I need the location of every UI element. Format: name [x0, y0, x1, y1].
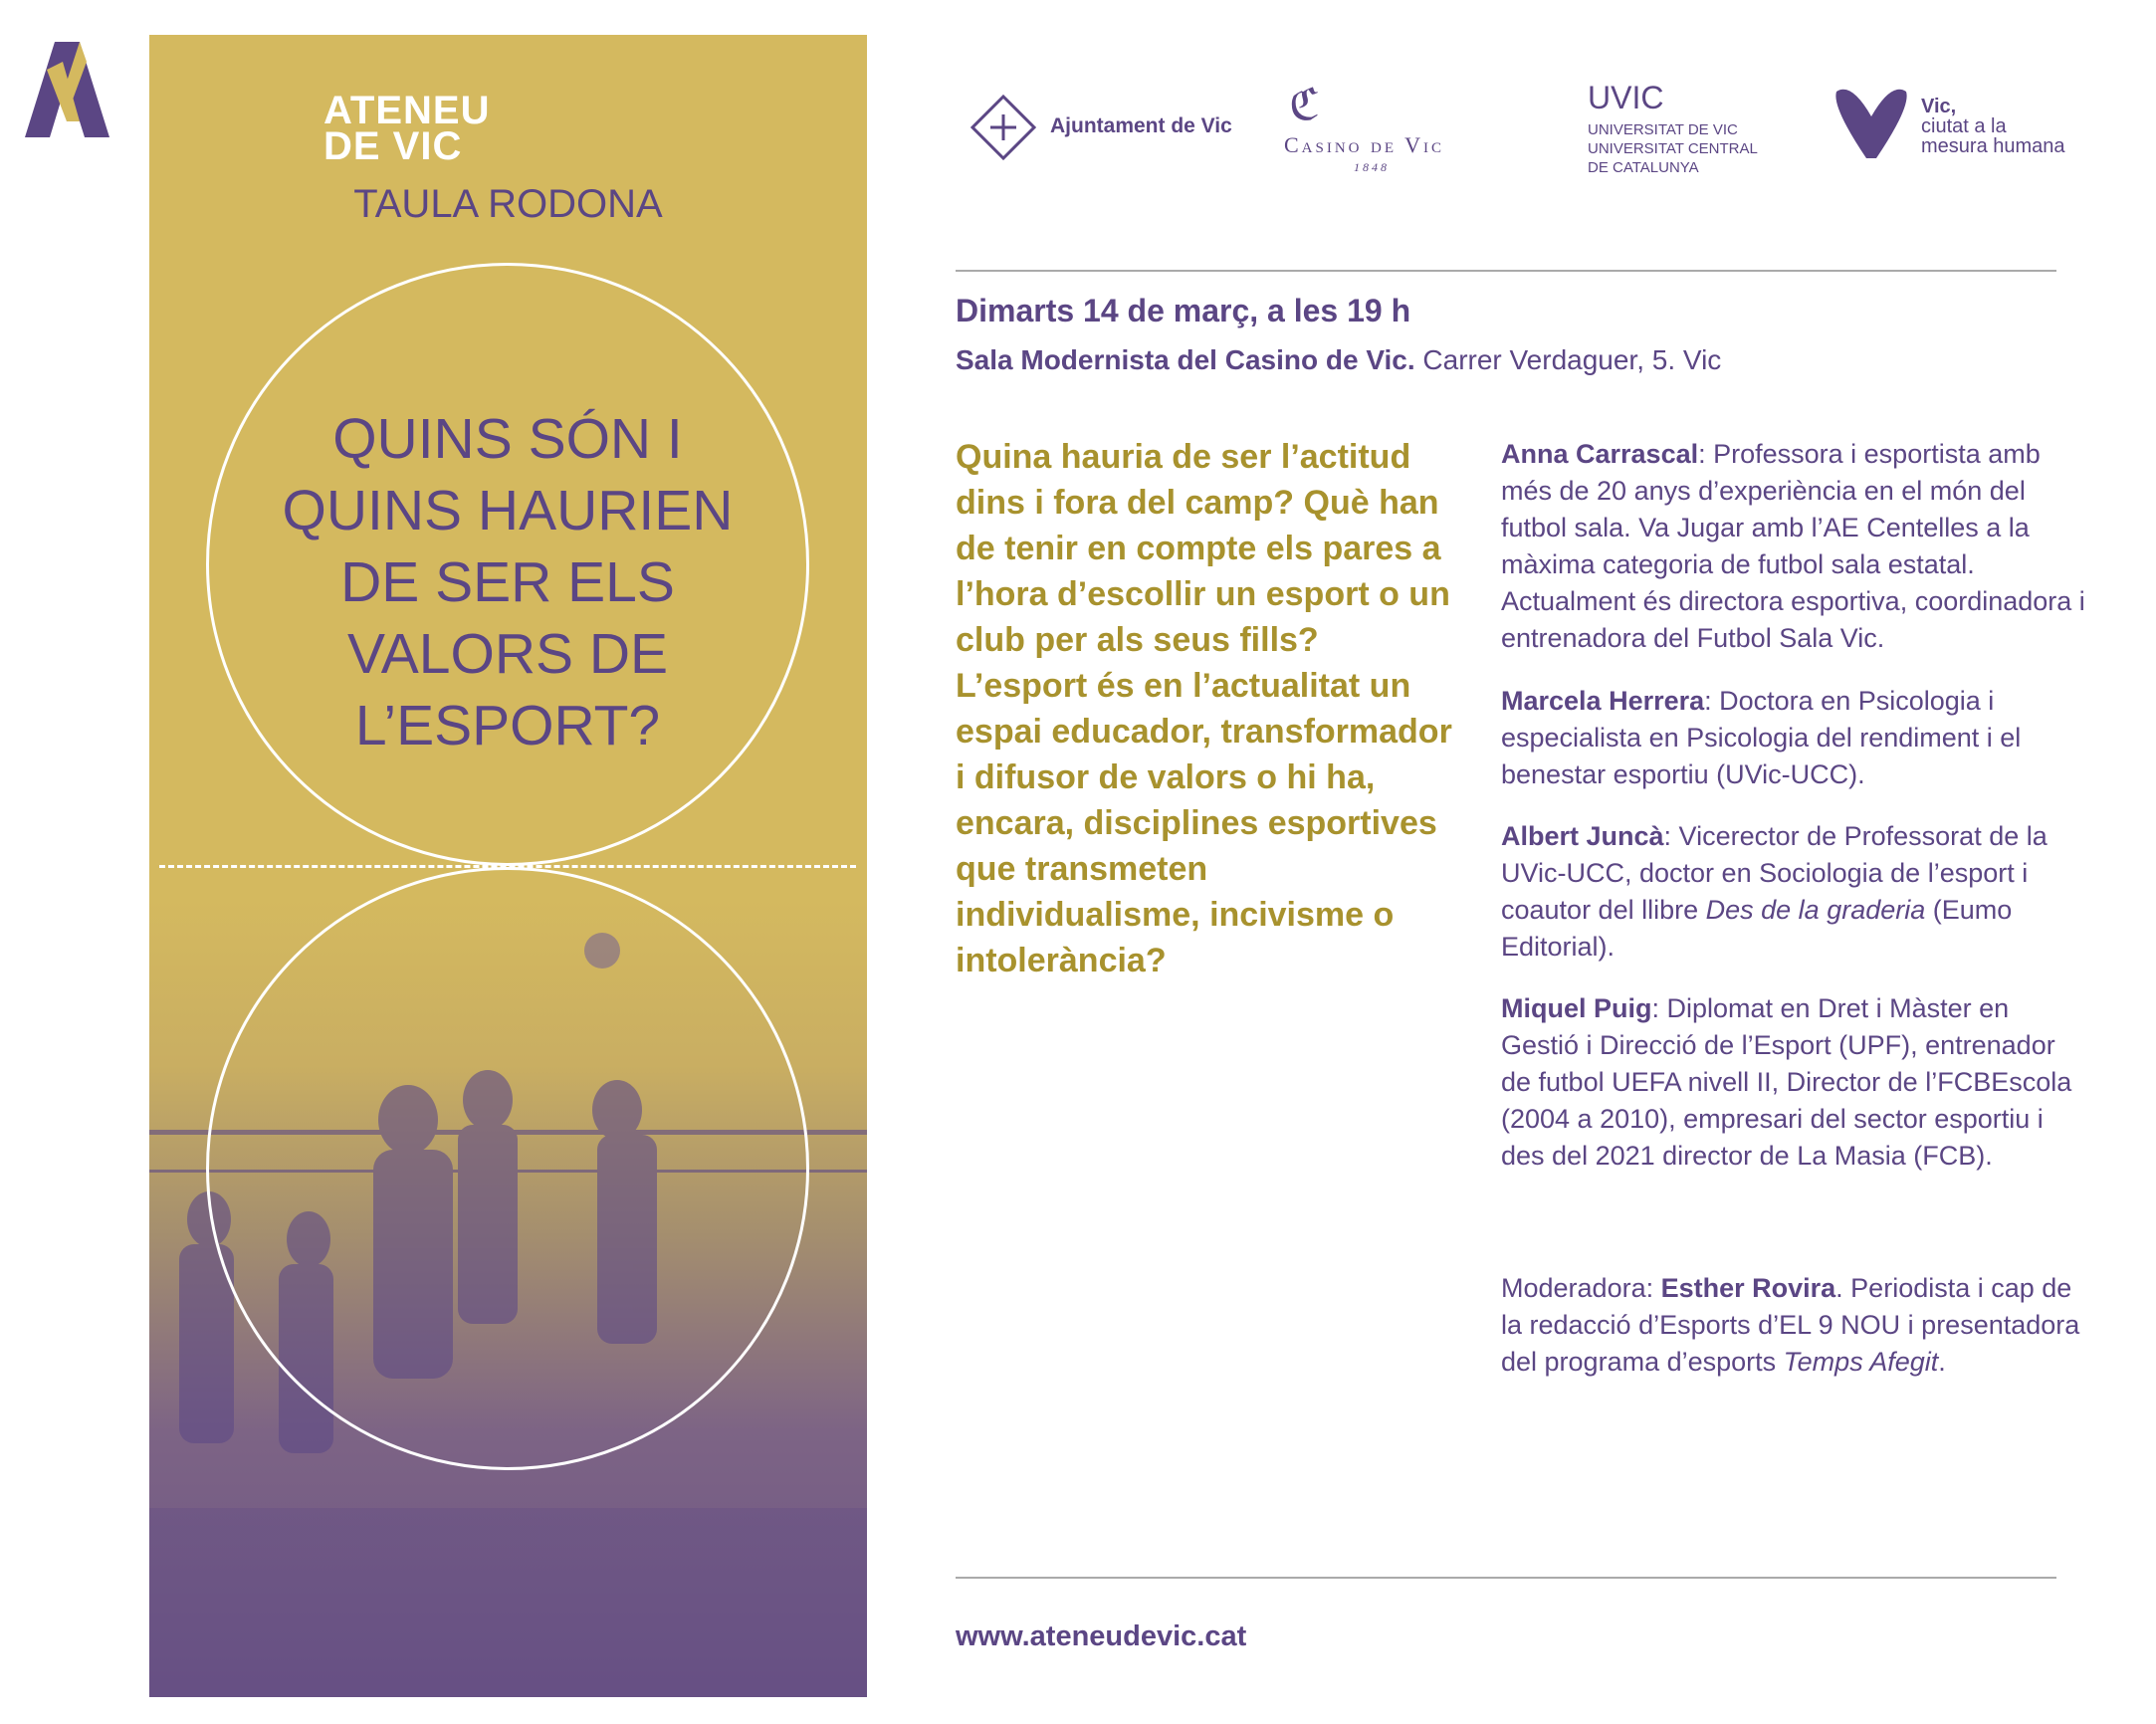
- speaker-bio: [1501, 683, 2088, 793]
- bottom-divider: [956, 1577, 2056, 1579]
- speaker-name: Anna Carrascal: [1501, 439, 1699, 469]
- event-venue: [956, 344, 1721, 376]
- moderator-bio: [1501, 1270, 2088, 1381]
- question-line: DE SER ELS: [340, 550, 675, 614]
- poster-question: [206, 403, 809, 761]
- casino-label: Casino de Vic: [1284, 132, 1444, 157]
- vic-line: mesura humana: [1921, 135, 2065, 157]
- question-line: L’ESPORT?: [354, 694, 661, 757]
- vic-slogan: [1921, 97, 2065, 156]
- uvic-line: DE CATALUNYA: [1588, 159, 1699, 176]
- brand-name: [323, 89, 491, 168]
- vic-heart-v-icon: [1832, 87, 1911, 161]
- question-line: QUINS HAURIEN: [282, 479, 734, 542]
- program-title: Temps Afegit: [1783, 1347, 1939, 1377]
- poster-panel: [149, 35, 867, 1697]
- question-line: VALORS DE: [346, 622, 669, 686]
- brand-line: ATENEU: [323, 89, 491, 132]
- top-divider: [956, 270, 2056, 272]
- uvic-line: UNIVERSITAT DE VIC: [1588, 121, 1738, 138]
- speaker-text: (Eumo Editorial).: [1501, 895, 2013, 962]
- moderator-text: .: [1938, 1347, 1946, 1377]
- casino-year: 1 8 4 8: [1354, 160, 1387, 174]
- uvic-label: UVIC: [1588, 80, 1664, 115]
- speaker-name: Albert Juncà: [1501, 821, 1664, 851]
- website-link[interactable]: www.ateneudevic.cat: [956, 1620, 1247, 1652]
- venue-address: Carrer Verdaguer, 5. Vic: [1414, 344, 1722, 375]
- speaker-text: : Diplomat en Dret i Màster en Gestió i Direcció de l’Esport (UPF), entrenador de futbol UEFA nivell II, Director de l’FCBEscola (2004 a 2010), empresari del sector esportiu i des del 2021 director de La Masia (FCB).: [1501, 993, 2072, 1171]
- ajuntament-shield-icon: [970, 95, 1036, 160]
- speaker-text: : Professora i esportista amb més de 20 anys d’experiència en el món del futbol sala. Va Jugar amb l’AE Centelles a la màxima categoria de futbol sala estatal. Actualment és directora esportiva, coordinadora i entrenadora del Futbol Sala Vic.: [1501, 439, 2085, 653]
- lower-circle: [206, 867, 809, 1470]
- event-date: Dimarts 14 de març, a les 19 h: [956, 293, 1411, 328]
- ateneu-logo-icon: [25, 42, 134, 137]
- speaker-name: Marcela Herrera: [1501, 686, 1705, 716]
- moderator-label: Moderadora:: [1501, 1273, 1661, 1303]
- casino-monogram-icon: ℭ: [1289, 81, 1320, 129]
- debate-question: Quina hauria de ser l’actitud dins i fora del camp? Què han de tenir en compte els pares a l’hora d’escollir un esport o un club per als seus fills? L’esport és en l’actualitat un espai educador, transformador i difusor de valors o hi ha, encara, disciplines esportives que transmeten individualisme, incivisme o intolerància?: [956, 438, 1452, 979]
- speaker-text: : Vicerector de Professorat de la UVic-UCC, doctor en Sociologia de l’esport i coautor del llibre: [1501, 821, 2048, 925]
- uvic-line: UNIVERSITAT CENTRAL: [1588, 140, 1758, 157]
- vic-title: Vic,: [1921, 96, 1957, 117]
- speaker-text: : Doctora en Psicologia i especialista en Psicologia del rendiment i el benestar esportiu (UVic-UCC).: [1501, 686, 2022, 789]
- uvic-names: [1588, 120, 1758, 177]
- vic-line: ciutat a la: [1921, 115, 2007, 137]
- question-line: QUINS SÓN I: [332, 407, 683, 471]
- speaker-bio: [1501, 436, 2088, 657]
- speaker-name: Miquel Puig: [1501, 993, 1652, 1023]
- moderator-text: . Periodista i cap de la redacció d’Esports d’EL 9 NOU i presentadora del programa d’esports: [1501, 1273, 2080, 1377]
- ajuntament-label: Ajuntament de Vic: [1050, 114, 1232, 137]
- book-title: Des de la graderia: [1705, 895, 1926, 925]
- speaker-bio: [1501, 818, 2088, 966]
- venue-name: Sala Modernista del Casino de Vic.: [956, 344, 1415, 375]
- poster-kicker: TAULA RODONA: [353, 182, 663, 226]
- brand-line: DE VIC: [323, 124, 463, 168]
- sponsor-logos: [956, 75, 2080, 184]
- speaker-bio: [1501, 990, 2088, 1175]
- moderator-name: Esther Rovira: [1660, 1273, 1836, 1303]
